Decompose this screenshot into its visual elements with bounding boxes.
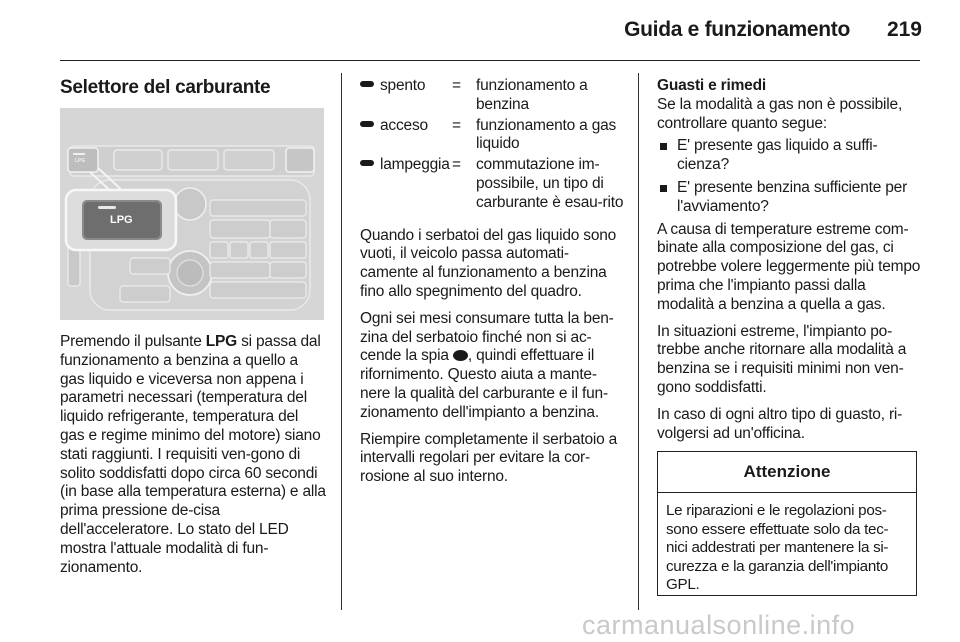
equals-sign: =: [452, 116, 461, 134]
column-left: [60, 333, 326, 585]
lpg-paragraph: [60, 333, 326, 577]
warning-box: [657, 451, 917, 596]
extreme-situations-paragraph: In situazioni estreme, l'impianto po-trebbe anche ritornare alla modalità a benzina se i requisiti minimi non ven-gono soddisfatti.: [657, 322, 907, 396]
column-middle: [360, 77, 626, 495]
lpg-button-term: LPG: [205, 333, 237, 350]
column-divider-1: [341, 73, 342, 610]
check-list-item: [657, 179, 923, 217]
bullet-square-icon: [660, 185, 667, 192]
equals-sign: =: [452, 156, 461, 174]
led-status-row: [360, 117, 624, 157]
column-divider-2: [638, 73, 639, 610]
led-indicator-icon: [360, 81, 374, 87]
warning-title: Attenzione: [658, 452, 916, 493]
header-title: Guida e funzionamento: [624, 18, 850, 41]
six-months-text-rest: , quindi effettuare il rifornimento. Questo aiuta a mante-nere la qualità del carburante e il fun-zionamento dell'impianto a benzina.: [360, 347, 608, 421]
check-list-text: E' presente gas liquido a suffi-cienza?: [677, 137, 878, 174]
check-list-text: E' presente benzina sufficiente per l'avviamento?: [677, 178, 908, 215]
column-right: [657, 77, 923, 451]
troubleshooting-heading: Guasti e rimedi: [657, 77, 766, 94]
empty-tanks-paragraph: Quando i serbatoi del gas liquido sono vuoti, il veicolo passa automati-camente al funzionamento a benzina fino allo spegnimento del quadro.: [360, 226, 617, 300]
led-state: spento: [380, 77, 426, 94]
led-status-row: [360, 156, 624, 214]
check-list-item: [657, 137, 923, 175]
check-list: [657, 137, 923, 216]
bullet-square-icon: [660, 143, 667, 150]
equals-sign: =: [452, 77, 461, 94]
led-indicator-icon: [360, 160, 374, 166]
led-status-table: [360, 77, 624, 215]
led-meaning: commutazione im-possibile, un tipo di carburante è esau-rito: [476, 156, 624, 211]
watermark: carmanualsonline.info: [582, 610, 856, 640]
figure-button-label: LPG: [110, 214, 133, 226]
header-divider: [60, 60, 920, 61]
workshop-paragraph: In caso di ogni altro tipo di guasto, ri-volgersi ad un'officina.: [657, 405, 903, 442]
lpg-paragraph-start: Premendo il pulsante: [60, 333, 206, 350]
section-title: Selettore del carburante: [60, 77, 271, 98]
figure-small-label: LPG: [75, 158, 86, 164]
six-months-paragraph: [360, 310, 626, 423]
dashboard-panel-drawing: [60, 108, 324, 320]
led-meaning: funzionamento a benzina: [476, 77, 588, 113]
extreme-temperatures-paragraph: A causa di temperature estreme com-binate alla composizione del gas, ci potrebbe volere leggermente più tempo prima che l'impianto passi dalla modalità a benzina a quella a gas.: [657, 220, 921, 313]
fill-tank-paragraph: Riempire completamente il serbatoio a intervalli regolari per evitare la cor-rosione al suo interno.: [360, 430, 618, 486]
led-status-row: [360, 77, 624, 117]
led-state: acceso: [380, 116, 428, 134]
lpg-paragraph-rest: si passa dal funzionamento a benzina a quello a gas liquido e viceversa non appena i parametri necessari (temperatura del liquido refrigerante, temperatura del gas e regime minimo del motore) siano stati raggiunti. I requisiti ven-gono di solito soddisfatti dopo circa 60 secondi (in base alla temperatura esterna) e alla prima pressione de-cisa dell'acceleratore. Lo stato del LED mostra l'attuale modalità di fun-zionamento.: [60, 333, 326, 576]
six-months-text-start: Ogni sei mesi consumare tutta la ben-zina del serbatoio finché non si ac-cende la spia: [360, 309, 614, 365]
lpg-switch-illustration: [60, 108, 324, 320]
warning-lamp-icon: [453, 350, 468, 361]
led-state: lampeggia: [380, 156, 450, 174]
warning-text: Le riparazioni e le regolazioni pos-sono essere effettuate solo da tec-nici addestrati per mantenere la si-curezza e la garanzia dell'impianto GPL.: [666, 502, 889, 593]
troubleshooting-intro: Se la modalità a gas non è possibile, controllare quanto segue:: [657, 95, 903, 132]
led-meaning: funzionamento a gas liquido: [476, 116, 617, 153]
led-indicator-icon: [360, 121, 374, 127]
page-number: 219: [886, 18, 922, 41]
